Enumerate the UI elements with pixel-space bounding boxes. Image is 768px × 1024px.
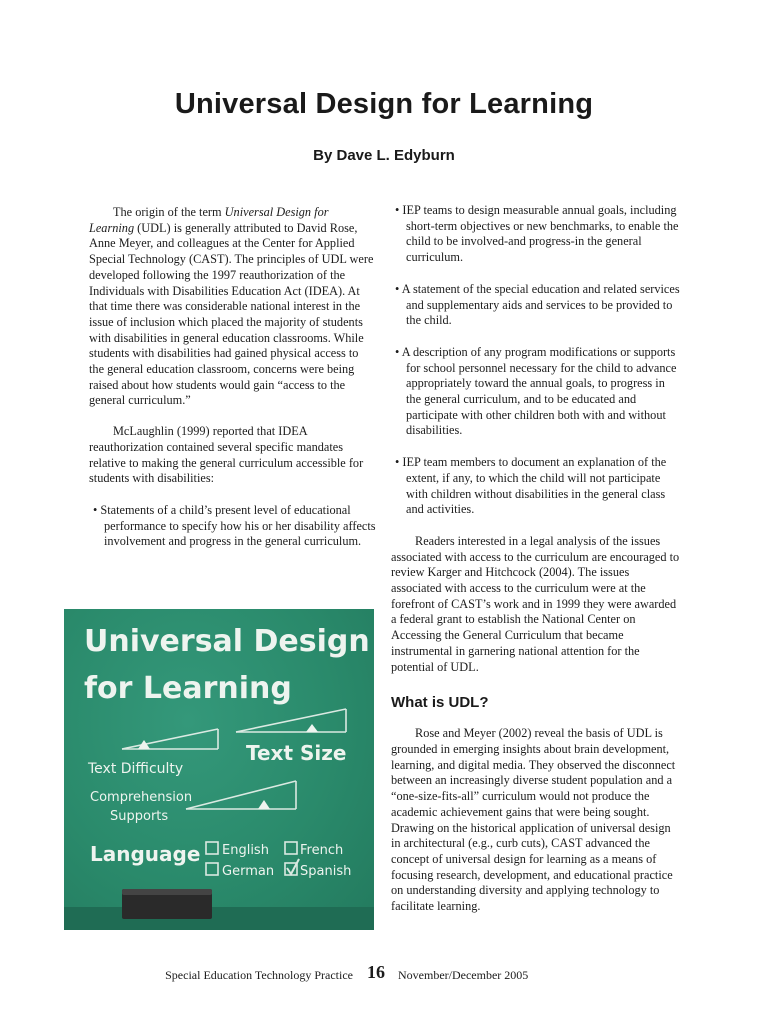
- eraser-top: [122, 889, 212, 895]
- footer-publication: Special Education Technology Practice: [165, 968, 353, 982]
- section-heading-what-is-udl: What is UDL?: [391, 694, 489, 712]
- left-column: [89, 205, 376, 550]
- chalk-language: Language: [90, 842, 201, 866]
- intro-text-start: The origin of the term: [113, 205, 225, 219]
- chalk-supports: Supports: [110, 809, 169, 824]
- chalk-option-french: French: [300, 843, 344, 858]
- intro-text-rest: (UDL) is generally attributed to David Rose, Anne Meyer, and colleagues at the Center for Applied Special Technology (CAST). The principles of UDL were developed following the 1997 reauthorization of the Individuals with Disabilities Education Act (IDEA). At that time there was considerable national interest in the issue of inclusion which placed the majority of students with disabilities in general education classrooms. While students with disabilities had gained physical access to the general education classroom, concerns were being raised about how students would gain “access to the general curriculum.”: [89, 220, 374, 408]
- chalk-text-size: Text Size: [246, 741, 347, 765]
- legal-analysis-paragraph: Readers interested in a legal analysis of the issues associated with access to the curriculum are encouraged to review Karger and Hitchcock (2004). The issues associated with access to the curriculum were at the forefront of CAST’s work and in 1999 they were awarded a federal grant to establish the National Center on Accessing the General Curriculum that became instrumental in garnering national attention for the potential of UDL.: [391, 533, 680, 674]
- chalk-option-english: English: [222, 843, 269, 858]
- size-slider-ramp: [236, 709, 346, 732]
- bullet-annual-goals: • IEP teams to design measurable annual goals, including short-term objectives or new benchmarks, to enable the child to be involved-and progress-in the general curriculum.: [395, 203, 679, 265]
- right-column: [391, 203, 681, 915]
- mclaughlin-paragraph: McLaughlin (1999) reported that IDEA reauthorization contained several specific mandates relative to making the general curriculum accessible for students with disabilities:: [89, 424, 364, 486]
- comprehension-slider-marker: [258, 800, 270, 809]
- rose-meyer-paragraph: Rose and Meyer (2002) reveal the basis of UDL is grounded in emerging insights about brain development, learning, and digital media. They observed the disconnect between an increasingly diverse student population and a “one-size-fits-all” curriculum would not produce the academic achievement gains that were being sought. Drawing on the historical application of universal design in architectural (e.g., curb cuts), CAST advanced the concept of universal design for learning as a means of focusing research, development, and educational practice on understanding diversity and applying technology to facilitate learning.: [391, 726, 676, 914]
- bullet-participation-explanation: • IEP team members to document an explanation of the extent, if any, to which the child will not participate with children without disabilities in the general class and activities.: [395, 455, 667, 517]
- difficulty-slider-ramp: [122, 729, 218, 749]
- intro-italic-term: Universal Design for Learning: [89, 205, 329, 235]
- chalk-option-spanish: Spanish: [300, 864, 352, 879]
- checkbox-french: [285, 842, 297, 854]
- bullet-special-education-services: • A statement of the special education and related services and supplementary aids and services to be provided to the child.: [395, 281, 680, 328]
- footer-issue-date: November/December 2005: [398, 968, 529, 982]
- checkbox-english: [206, 842, 218, 854]
- chalk-comprehension: Comprehension: [90, 790, 193, 805]
- size-slider-marker: [306, 724, 318, 732]
- intro-paragraph: [89, 205, 376, 409]
- checkbox-german: [206, 863, 218, 875]
- chalk-tray: [64, 907, 374, 930]
- udl-chalkboard-image: [64, 609, 374, 930]
- comprehension-slider-ramp: [186, 781, 296, 809]
- chalk-heading-line1: Universal Design: [84, 624, 370, 659]
- bullet-present-level: • Statements of a child’s present level of educational performance to specify how his or her disability affects involvement and progress in the general curriculum.: [93, 502, 376, 549]
- bullet-program-modifications: • A description of any program modifications or supports for school personnel necessary for the child to advance appropriately toward the annual goals, to progress in the general curriculum, and to be educated and participate with other children both with and without disabilities.: [395, 344, 677, 438]
- chalk-heading-line2: for Learning: [84, 671, 292, 706]
- article-title: Universal Design for Learning: [174, 88, 594, 120]
- chalk-text-difficulty: Text Difficulty: [88, 761, 184, 777]
- chalk-option-german: German: [222, 864, 275, 879]
- chalkboard-drawing: [64, 609, 374, 930]
- footer-page-number: 16: [367, 962, 385, 982]
- article-byline: By Dave L. Edyburn: [313, 147, 455, 164]
